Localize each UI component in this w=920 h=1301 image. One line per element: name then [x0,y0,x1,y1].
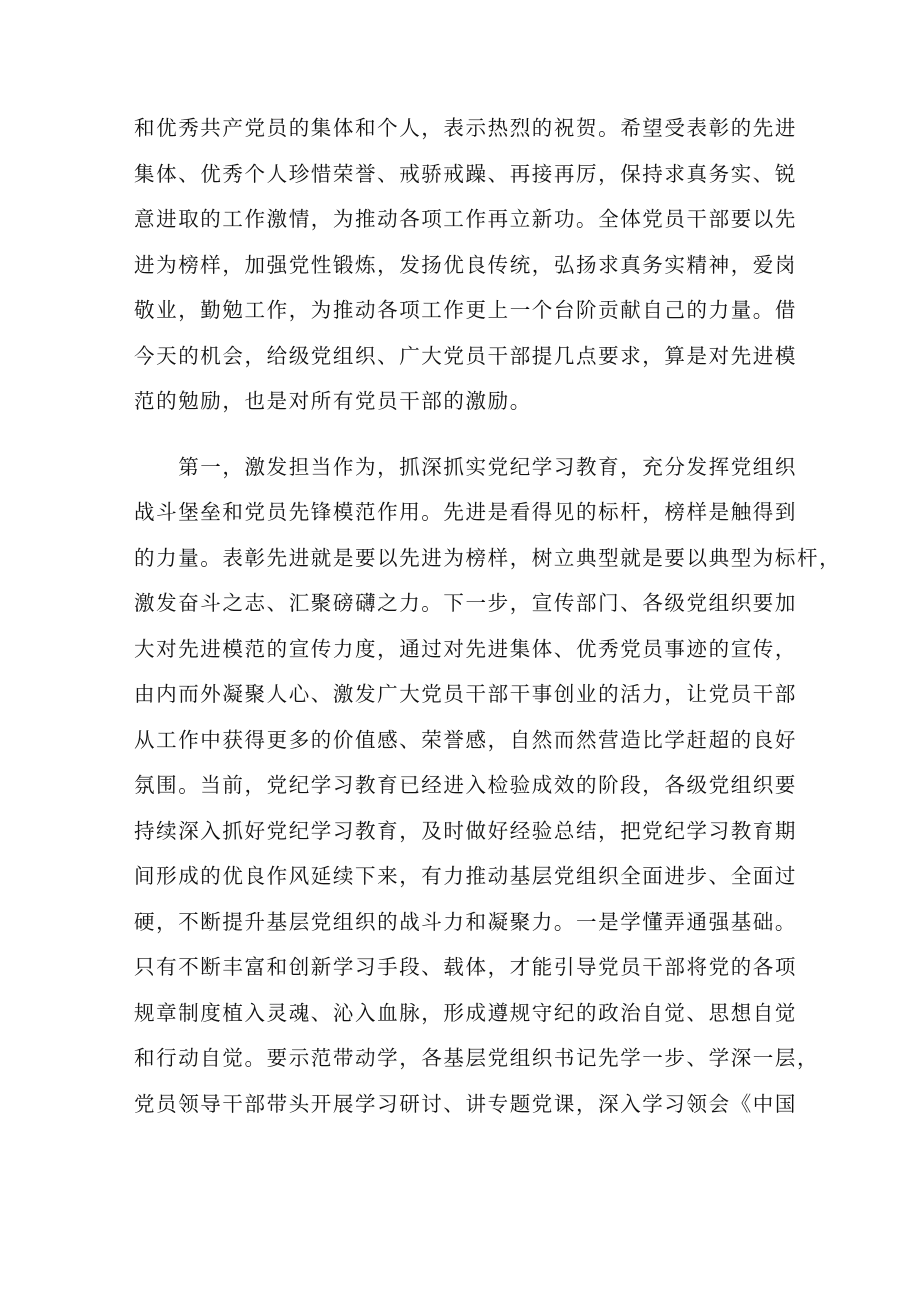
text-line: 范的勉励，也是对所有党员干部的激励。 [134,389,532,413]
text-line: 的力量。表彰先进就是要以先进为榜样，树立典型就是要以典型为标杆， [134,545,842,570]
text-line: 今天的机会，给级党组织、广大党员干部提几点要求，算是对先进模 [134,343,797,368]
text-line: 硬，不断提升基层党组织的战斗力和凝聚力。一是学懂弄通强基础。 [134,909,797,934]
text-line: 战斗堡垒和党员先锋模范作用。先进是看得见的标杆，榜样是触得到 [134,500,797,524]
text-line: 第一，激发担当作为，抓深抓实党纪学习教育，充分发挥党组织 [134,454,797,479]
text-line: 间形成的优良作风延续下来，有力推动基层党组织全面进步、全面过 [134,864,797,888]
text-line: 敬业，勤勉工作，为推动各项工作更上一个台阶贡献自己的力量。借 [134,298,797,322]
text-line: 大对先进模范的宣传力度，通过对先进集体、优秀党员事迹的宣传， [134,636,797,661]
text-line: 只有不断丰富和创新学习手段、载体，才能引导党员干部将党的各项 [134,955,797,979]
text-line: 持续深入抓好党纪学习教育，及时做好经验总结，把党纪学习教育期 [134,818,797,843]
text-line: 从工作中获得更多的价值感、荣誉感，自然而然营造比学赶超的良好 [134,727,797,752]
text-line: 激发奋斗之志、汇聚磅礴之力。下一步，宣传部门、各级党组织要加 [134,591,797,615]
paragraph-1 [134,106,797,425]
text-line: 进为榜样，加强党性锻炼，发扬优良传统，弘扬求真务实精神，爱岗 [134,252,797,277]
document-body [134,106,842,1127]
paragraph-gap [134,425,794,445]
text-line: 由内而外凝聚人心、激发广大党员干部干事创业的活力，让党员干部 [134,682,797,706]
text-line: 和行动自觉。要示范带动学，各基层党组织书记先学一步、学深一层， [134,1046,820,1070]
text-line: 意进取的工作激情，为推动各项工作再立新功。全体党员干部要以先 [134,207,797,231]
text-line: 和优秀共产党员的集体和个人，表示热烈的祝贺。希望受表彰的先进 [134,116,797,140]
paragraph-2 [134,445,842,1128]
text-line: 集体、优秀个人珍惜荣誉、戒骄戒躁、再接再厉，保持求真务实、锐 [134,161,797,186]
text-line: 党员领导干部带头开展学习研讨、讲专题党课，深入学习领会《中国 [134,1091,797,1116]
text-line: 规章制度植入灵魂、沁入血脉，形成遵规守纪的政治自觉、思想自觉 [134,1000,797,1025]
text-line: 氛围。当前，党纪学习教育已经进入检验成效的阶段，各级党组织要 [134,773,797,797]
